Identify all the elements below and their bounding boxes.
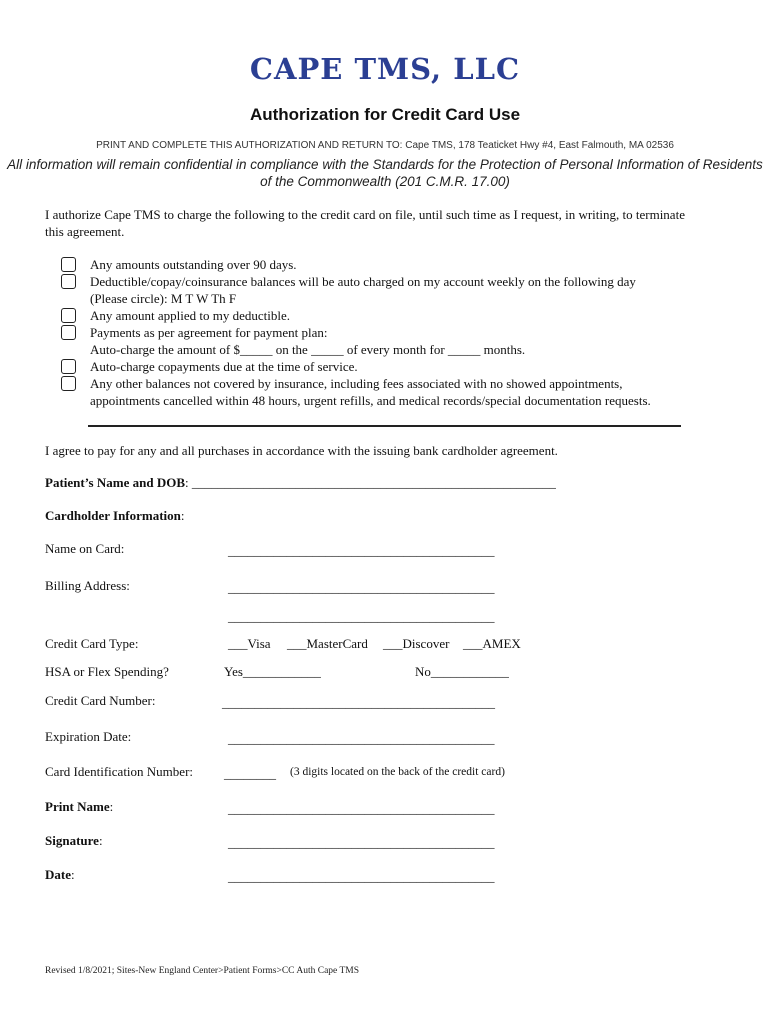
option-payment-plan-details: Auto-charge the amount of $_____ on the _____ of every month for _____ months. [90, 342, 526, 357]
form-title: Authorization for Credit Card Use [249, 105, 521, 124]
authorization-intro: I authorize Cape TMS to charge the following to the credit card on file, until such time as I request, in writing, to terminate this agreement. [45, 207, 685, 239]
expiration-date-field[interactable]: _________________________________________ [228, 731, 495, 746]
signature-label: Signature: [45, 833, 103, 848]
print-name-label: Print Name: [45, 799, 114, 814]
card-id-number-label: Card Identification Number: [45, 764, 194, 779]
checkbox-payment-plan[interactable] [61, 325, 76, 340]
hsa-no-field[interactable]: No____________ [415, 664, 509, 679]
return-instructions: PRINT AND COMPLETE THIS AUTHORIZATION AND RETURN TO: Cape TMS, 178 Teaticket Hwy #4, East Falmouth, MA 02536 [96, 140, 674, 151]
date-field[interactable]: _________________________________________ [228, 869, 495, 884]
option-outstanding-90-days: Any amounts outstanding over 90 days. [90, 257, 297, 272]
card-id-number-note: (3 digits located on the back of the credit card) [290, 766, 505, 778]
checkbox-outstanding-90-days[interactable] [61, 257, 76, 272]
option-deductible-copay: Deductible/copay/coinsurance balances will be auto charged on my account weekly on the following day [90, 274, 636, 289]
card-type-visa[interactable]: ___Visa [228, 636, 271, 651]
patient-name-dob-field[interactable] [45, 475, 556, 491]
card-type-label: Credit Card Type: [45, 636, 139, 651]
patient-name-dob-line: : ________________________________________________________ [185, 475, 556, 490]
checkbox-auto-copayments[interactable] [61, 359, 76, 374]
name-on-card-field[interactable]: _________________________________________ [228, 543, 495, 558]
card-id-number-field[interactable]: ________ [224, 766, 276, 781]
option-payment-plan: Payments as per agreement for payment plan: [90, 325, 328, 340]
card-number-label: Credit Card Number: [45, 693, 156, 708]
checkbox-other-balances[interactable] [61, 376, 76, 391]
cardholder-heading: Cardholder Information: [45, 508, 185, 523]
patient-name-dob-label: Patient’s Name and DOB [45, 475, 185, 490]
date-label: Date: [45, 867, 75, 882]
hsa-yes-field[interactable]: Yes____________ [224, 664, 321, 679]
hsa-flex-label: HSA or Flex Spending? [45, 664, 169, 679]
option-auto-copayments: Auto-charge copayments due at the time of service. [90, 359, 358, 374]
option-weekday-circle: (Please circle): M T W Th F [90, 291, 237, 306]
billing-address-field-1[interactable]: _________________________________________ [228, 580, 495, 595]
print-name-field[interactable]: _________________________________________ [228, 801, 495, 816]
agreement-statement: I agree to pay for any and all purchases in accordance with the issuing bank cardholder agreement. [45, 443, 558, 458]
signature-field[interactable]: _________________________________________ [228, 835, 495, 850]
card-type-mastercard[interactable]: ___MasterCard [287, 636, 368, 651]
billing-address-label: Billing Address: [45, 578, 130, 593]
card-number-field[interactable]: __________________________________________ [222, 695, 495, 710]
revision-footer: Revised 1/8/2021; Sites-New England Center>Patient Forms>CC Auth Cape TMS [45, 966, 359, 976]
card-type-discover[interactable]: ___Discover [383, 636, 450, 651]
checkbox-deductible-copay[interactable] [61, 274, 76, 289]
card-type-amex[interactable]: ___AMEX [463, 636, 521, 651]
expiration-date-label: Expiration Date: [45, 729, 132, 744]
option-other-balances: Any other balances not covered by insurance, including fees associated with no showed appointments, appointments cancelled within 48 hours, urgent refills, and medical records/special documentation requests. [90, 376, 651, 408]
confidentiality-notice: All information will remain confidential in compliance with the Standards for the Protection of Personal Information of Residents of the Commonwealth (201 C.M.R. 17.00) [7, 157, 763, 189]
company-name: CAPE TMS, LLC [249, 52, 521, 86]
section-divider [88, 425, 681, 427]
option-deductible-amount: Any amount applied to my deductible. [90, 308, 291, 323]
billing-address-field-2[interactable]: _________________________________________ [228, 609, 495, 624]
name-on-card-label: Name on Card: [45, 541, 125, 556]
checkbox-deductible-amount[interactable] [61, 308, 76, 323]
